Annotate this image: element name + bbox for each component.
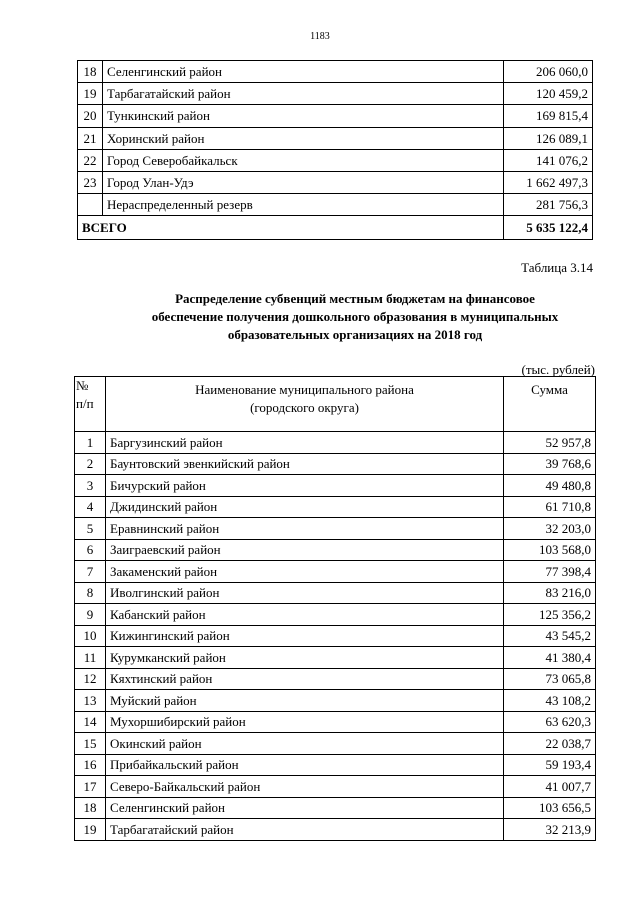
row-number: 19 xyxy=(75,819,106,841)
table-row xyxy=(78,149,593,171)
row-value: 43 545,2 xyxy=(504,625,596,647)
header-number xyxy=(75,377,106,432)
row-name: Селенгинский район xyxy=(103,61,504,83)
header-name xyxy=(106,377,504,432)
row-value: 41 380,4 xyxy=(504,647,596,669)
row-value: 61 710,8 xyxy=(504,496,596,518)
row-number: 11 xyxy=(75,647,106,669)
table-row xyxy=(75,668,596,690)
unit-label: (тыс. рублей) xyxy=(521,362,595,377)
row-name: Заиграевский район xyxy=(106,539,504,561)
row-number: 18 xyxy=(75,797,106,819)
row-number: 18 xyxy=(78,61,103,83)
row-value: 22 038,7 xyxy=(504,733,596,755)
caption-line: Распределение субвенций местным бюджетам на финансовое xyxy=(175,291,535,306)
row-number: 22 xyxy=(78,149,103,171)
row-name: Нераспределенный резерв xyxy=(103,194,504,216)
row-value: 125 356,2 xyxy=(504,604,596,626)
row-name: Еравнинский район xyxy=(106,518,504,540)
table-row xyxy=(75,625,596,647)
row-value: 41 007,7 xyxy=(504,776,596,798)
table-row xyxy=(75,690,596,712)
row-name: Город Северобайкальск xyxy=(103,149,504,171)
row-value: 52 957,8 xyxy=(504,432,596,454)
row-number: 20 xyxy=(78,105,103,127)
table-row xyxy=(78,171,593,193)
table-row xyxy=(78,61,593,83)
row-value: 32 213,9 xyxy=(504,819,596,841)
row-value: 83 216,0 xyxy=(504,582,596,604)
row-number: 17 xyxy=(75,776,106,798)
table-caption xyxy=(110,290,600,344)
table-row xyxy=(75,797,596,819)
row-number: 19 xyxy=(78,83,103,105)
table-row xyxy=(75,733,596,755)
row-number: 2 xyxy=(75,453,106,475)
row-number: 5 xyxy=(75,518,106,540)
caption-line: образовательных организациях на 2018 год xyxy=(227,327,483,342)
table-row xyxy=(75,432,596,454)
row-name: Муйский район xyxy=(106,690,504,712)
row-value: 39 768,6 xyxy=(504,453,596,475)
table-number-label: Таблица 3.14 xyxy=(521,260,593,275)
table-row xyxy=(75,496,596,518)
table-row xyxy=(75,561,596,583)
header-text: № xyxy=(76,378,89,393)
row-name: Кижингинский район xyxy=(106,625,504,647)
budget-table-continued xyxy=(77,60,593,240)
row-name: Тункинский район xyxy=(103,105,504,127)
row-number: 13 xyxy=(75,690,106,712)
header-text: (городского округа) xyxy=(250,400,359,415)
row-value: 169 815,4 xyxy=(504,105,593,127)
row-value: 43 108,2 xyxy=(504,690,596,712)
header-text: п/п xyxy=(76,396,94,411)
row-name: Кяхтинский район xyxy=(106,668,504,690)
row-value: 1 662 497,3 xyxy=(504,171,593,193)
table-row xyxy=(78,194,593,216)
row-number: 4 xyxy=(75,496,106,518)
table-row xyxy=(75,518,596,540)
table-row xyxy=(75,475,596,497)
table-row xyxy=(78,83,593,105)
table-row xyxy=(78,127,593,149)
row-value: 32 203,0 xyxy=(504,518,596,540)
row-number: 3 xyxy=(75,475,106,497)
row-name: Баргузинский район xyxy=(106,432,504,454)
row-name: Селенгинский район xyxy=(106,797,504,819)
row-number: 16 xyxy=(75,754,106,776)
row-number: 12 xyxy=(75,668,106,690)
row-number: 23 xyxy=(78,171,103,193)
row-value: 103 656,5 xyxy=(504,797,596,819)
row-name: Мухоршибирский район xyxy=(106,711,504,733)
row-name: Кабанский район xyxy=(106,604,504,626)
total-row xyxy=(78,216,593,240)
row-name: Окинский район xyxy=(106,733,504,755)
row-number: 14 xyxy=(75,711,106,733)
header-sum: Сумма xyxy=(504,377,596,432)
row-value: 126 089,1 xyxy=(504,127,593,149)
table-row xyxy=(78,105,593,127)
page-number: 1183 xyxy=(310,31,330,42)
row-name: Северо-Байкальский район xyxy=(106,776,504,798)
row-value: 59 193,4 xyxy=(504,754,596,776)
row-number: 6 xyxy=(75,539,106,561)
row-name: Тарбагатайский район xyxy=(103,83,504,105)
caption-line: обеспечение получения дошкольного образования в муниципальных xyxy=(151,309,559,324)
row-name: Хоринский район xyxy=(103,127,504,149)
table-row xyxy=(75,604,596,626)
row-name: Закаменский район xyxy=(106,561,504,583)
row-name: Прибайкальский район xyxy=(106,754,504,776)
row-number: 7 xyxy=(75,561,106,583)
row-name: Тарбагатайский район xyxy=(106,819,504,841)
table-row xyxy=(75,647,596,669)
row-name: Джидинский район xyxy=(106,496,504,518)
table-row xyxy=(75,711,596,733)
row-value: 49 480,8 xyxy=(504,475,596,497)
total-value: 5 635 122,4 xyxy=(504,216,593,240)
subvention-table xyxy=(74,376,596,841)
row-name: Бичурский район xyxy=(106,475,504,497)
total-label: ВСЕГО xyxy=(78,216,504,240)
row-value: 141 076,2 xyxy=(504,149,593,171)
table-row xyxy=(75,539,596,561)
table-row xyxy=(75,582,596,604)
row-value: 206 060,0 xyxy=(504,61,593,83)
row-name: Иволгинский район xyxy=(106,582,504,604)
table-row xyxy=(75,819,596,841)
row-number: 21 xyxy=(78,127,103,149)
row-number: 1 xyxy=(75,432,106,454)
row-value: 120 459,2 xyxy=(504,83,593,105)
row-name: Город Улан-Удэ xyxy=(103,171,504,193)
row-number: 8 xyxy=(75,582,106,604)
row-name: Курумканский район xyxy=(106,647,504,669)
table-row xyxy=(75,776,596,798)
header-text: Наименование муниципального района xyxy=(195,382,414,397)
row-value: 63 620,3 xyxy=(504,711,596,733)
row-value: 103 568,0 xyxy=(504,539,596,561)
row-number: 9 xyxy=(75,604,106,626)
row-number: 15 xyxy=(75,733,106,755)
table-row xyxy=(75,754,596,776)
header-row xyxy=(75,377,596,432)
row-name: Баунтовский эвенкийский район xyxy=(106,453,504,475)
row-value: 77 398,4 xyxy=(504,561,596,583)
row-number xyxy=(78,194,103,216)
table-row xyxy=(75,453,596,475)
row-value: 281 756,3 xyxy=(504,194,593,216)
row-value: 73 065,8 xyxy=(504,668,596,690)
row-number: 10 xyxy=(75,625,106,647)
